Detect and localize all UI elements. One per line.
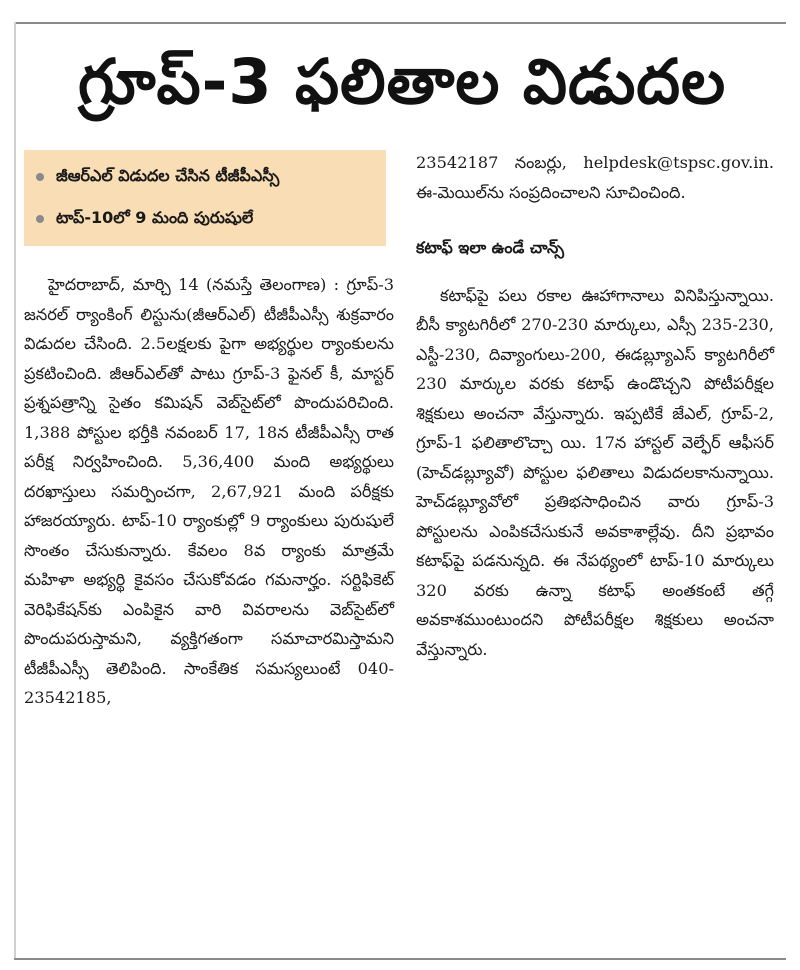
highlight-text: టాప్-10లో 9 మంది పురుషులే <box>56 208 254 227</box>
bottom-border <box>14 958 786 960</box>
left-column <box>24 270 394 713</box>
contact-info: 23542187 నంబర్లు, helpdesk@tspsc.gov.in. ఈ-మెయిల్‌ను సంప్రదించాలని సూచించింది. <box>416 153 774 202</box>
right-column <box>416 148 774 664</box>
article-body-left: హైదరాబాద్, మార్చి 14 (నమస్తే తెలంగాణ) : గ్రూప్-3 జనరల్ ర్యాంకింగ్ లిస్టును(జీఆర్ఎల్) టీజీపీఎస్సీ శుక్రవారం విడుదల చేసింది. 2.5లక్షలకు పైగా అభ్యర్థుల ర్యాంకులను ప్రకటించింది. జీఆర్ఎల్‌తో పాటు గ్రూప్-3 ఫైనల్ కీ, మాస్టర్ ప్రశ్నపత్రాన్ని సైతం కమిషన్ వెబ్‌సైట్‌లో పొందుపరిచింది. 1,388 పోస్టుల భర్తీకి నవంబర్ 17, 18న టీజీపీఎస్సీ రాత పరీక్ష నిర్వహించింది. 5,36,400 మంది అభ్యర్థులు దరఖాస్తులు సమర్పించగా, 2,67,921 మంది పరీక్షకు హాజరయ్యారు. టాప్-10 ర్యాంకుల్లో 9 ర్యాంకులు పురుషులే సొంతం చేసుకున్నారు. కేవలం 8వ ర్యాంకు మాత్రమే మహిళా అభ్యర్థి కైవసం చేసుకోవడం గమనార్హం. సర్టిఫికెట్ వెరిఫికేషన్‌కు ఎంపికైన వారి వివరాలను వెబ్‌సైట్‌లో పొందుపరుస్తామని, వ్యక్తిగతంగా సమాచారమిస్తామని టీజీపీఎస్సీ తెలిపింది. సాంకేతిక సమస్యలుంటే 040-23542185, <box>24 275 394 707</box>
article-body-right: కటాఫ్‌పై పలు రకాల ఊహాగానాలు వినిపిస్తున్నాయి. బీసీ క్యాటగిరీలో 270-230 మార్కులు, ఎస్సీ 235-230, ఎస్టీ-230, దివ్యాంగులు-200, ఈడబ్ల్యూఎస్ క్యాటగిరీలో 230 మార్కుల వరకు కటాఫ్ ఉండొచ్చని పోటీపరీక్షల శిక్షకులు అంచనా వేస్తున్నారు. ఇప్పటికే జేఎల్, గ్రూప్-2, గ్రూప్-1 ఫలితాలొచ్చా యి. 17న హాస్టల్ వెల్ఫేర్ ఆఫీసర్ (హెచ్‌డబ్ల్యూవో) పోస్టుల ఫలితాలు విడుదలకానున్నాయి. హెచ్‌డబ్ల్యూవోలో ప్రతిభసాధించిన వారు గ్రూప్-3 పోస్టులను ఎంపికచేసుకునే అవకాశాల్లేవు. దీని ప్రభావం కటాఫ్‌పై పడనున్నది. ఈ నేపథ్యంలో టాప్-10 మార్కులు 320 వరకు ఉన్నా కటాఫ్ అంతకంటే తగ్గే అవకాశముంటుందని పోటీపరీక్షల శిక్షకులు అంచనా వేస్తున్నారు. <box>416 285 774 659</box>
left-border <box>14 22 16 958</box>
highlight-text: జీఆర్ఎల్ విడుదల చేసిన టీజీపీఎస్సీ <box>56 166 280 185</box>
bullet-icon <box>36 215 44 223</box>
highlight-item <box>36 198 381 238</box>
bullet-icon <box>36 173 44 181</box>
top-border <box>14 22 786 24</box>
highlight-item <box>36 156 381 196</box>
headline: గ్రూప్-3 ఫలితాల విడుదల <box>77 45 727 118</box>
subheading: కటాఫ్ ఇలా ఉండే చాన్స్ <box>416 238 564 257</box>
highlights-box <box>24 150 386 246</box>
